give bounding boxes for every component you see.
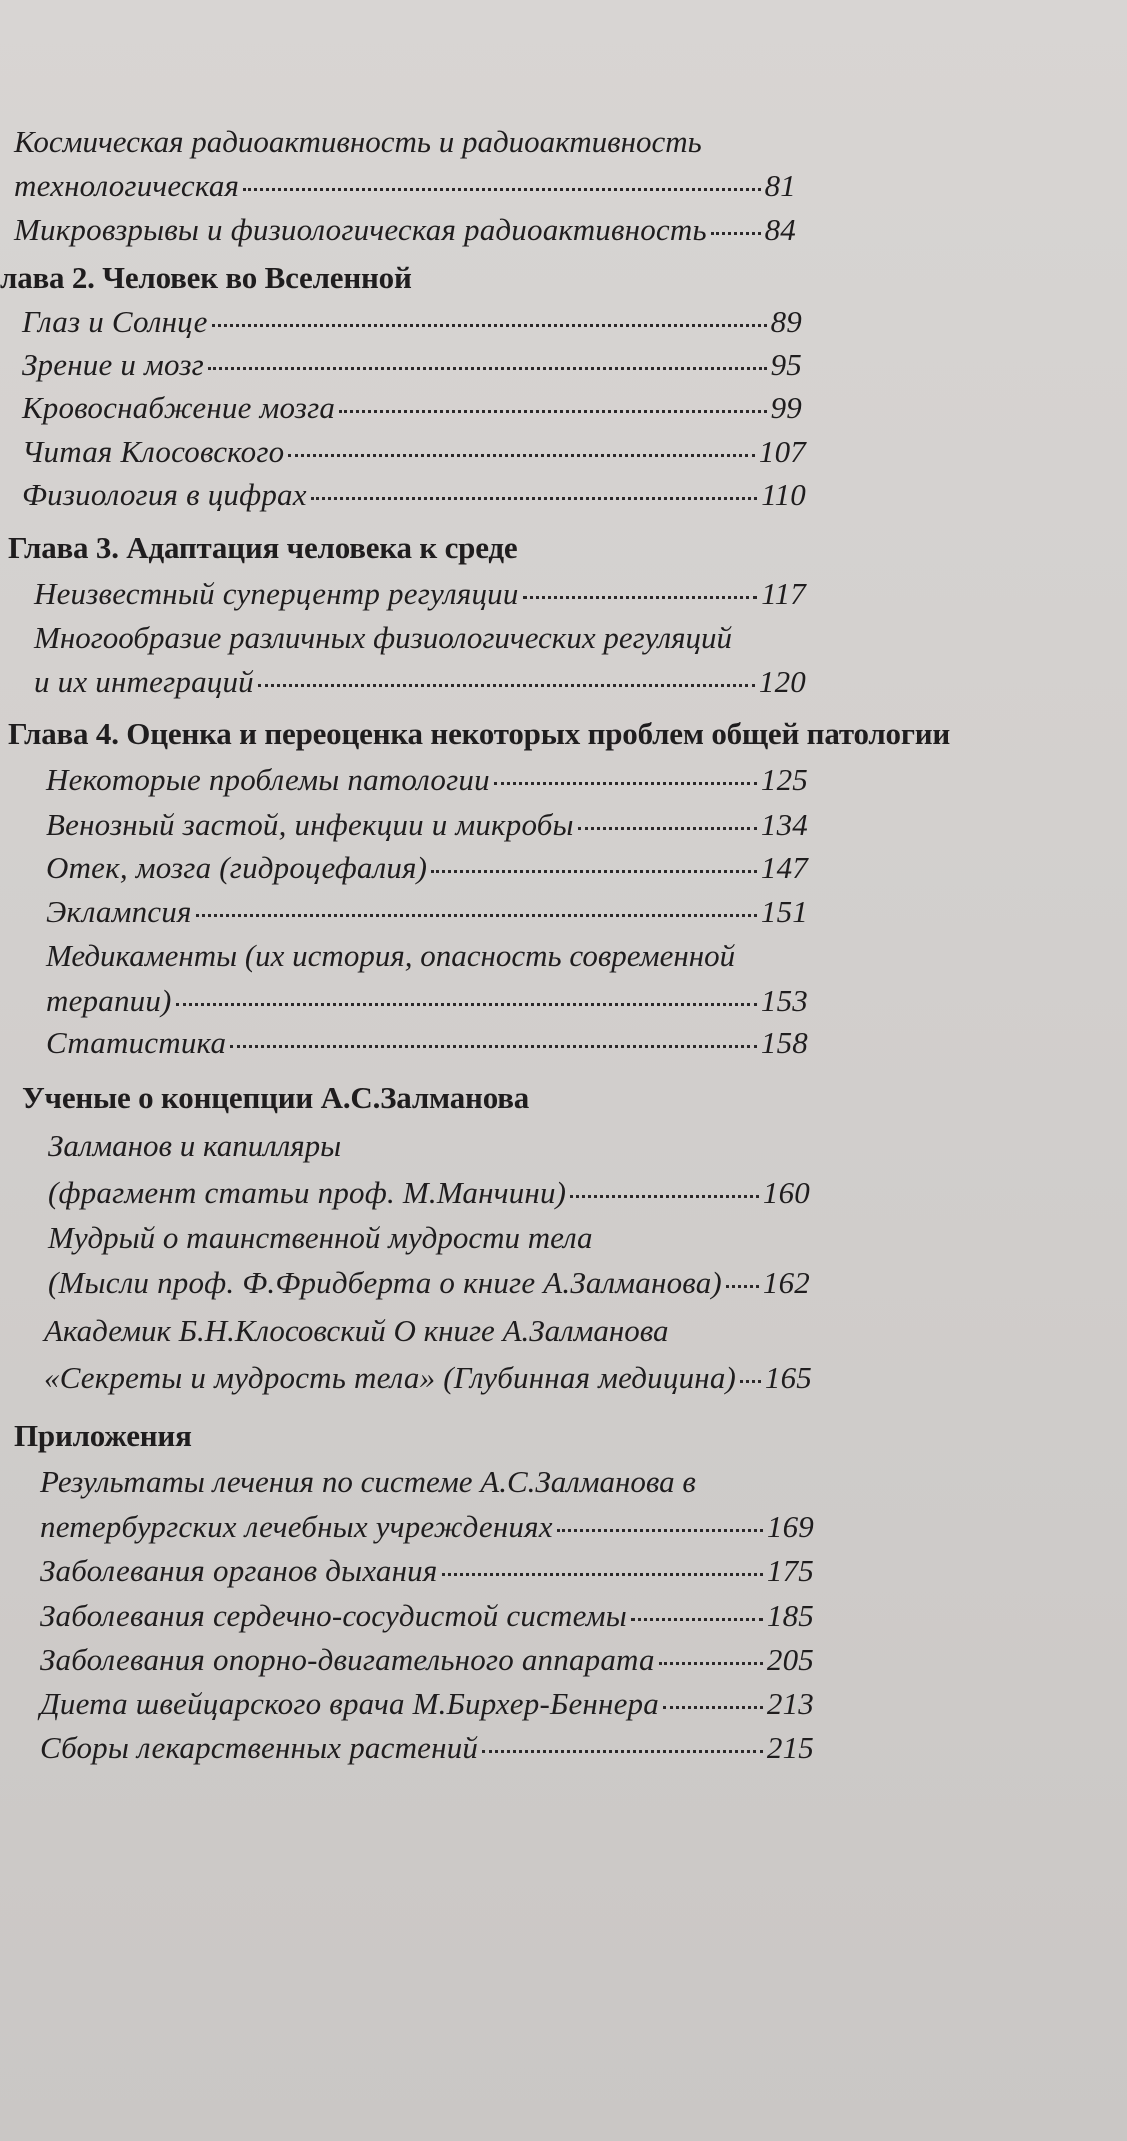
toc-page-number: 147: [760, 850, 808, 885]
toc-page-number: 107: [758, 434, 806, 469]
toc-entry: [40, 1688, 814, 1719]
toc-entry: [22, 436, 806, 467]
toc-entry: [46, 1027, 808, 1058]
leader-dots: [494, 782, 757, 785]
toc-entry: [22, 349, 802, 380]
section-heading: Приложения: [14, 1418, 192, 1453]
toc-entry: [44, 1362, 812, 1393]
toc-page-number: 160: [762, 1175, 810, 1210]
toc-entry: [46, 896, 808, 927]
toc-page-number: 99: [770, 390, 802, 425]
toc-page-number: 89: [770, 304, 802, 339]
toc-entry-title: и их интеграций: [34, 664, 254, 699]
toc-page-number: 185: [766, 1598, 814, 1633]
toc-page-number: 162: [762, 1265, 810, 1300]
leader-dots: [711, 232, 761, 235]
toc-page-number: 120: [758, 664, 806, 699]
leader-dots: [557, 1529, 763, 1532]
toc-entry-title: Медикаменты (их история, опасность современной: [46, 938, 736, 973]
leader-dots: [208, 367, 767, 370]
leader-dots: [258, 684, 755, 687]
toc-entry-title: Зрение и мозг: [22, 347, 204, 382]
toc-entry-title: Венозный застой, инфекции и микробы: [46, 807, 574, 842]
leader-dots: [726, 1285, 759, 1288]
toc-page-number: 125: [760, 762, 808, 797]
toc-entry-title: Заболевания опорно-двигательного аппарата: [40, 1642, 655, 1677]
leader-dots: [196, 914, 757, 917]
toc-entry-title: петербургских лечебных учреждениях: [40, 1509, 553, 1544]
leader-dots: [523, 596, 758, 599]
toc-entry-title: Заболевания сердечно-сосудистой системы: [40, 1598, 627, 1633]
toc-entry-title: «Секреты и мудрость тела» (Глубинная медицина): [44, 1360, 737, 1395]
toc-entry-title: (Мысли проф. Ф.Фридберта о книге А.Залманова): [48, 1265, 722, 1300]
toc-page-number: 134: [760, 807, 808, 842]
toc-entry-title: технологическая: [14, 168, 240, 203]
toc-entry-title: Эклампсия: [46, 894, 192, 929]
toc-entry: [40, 1644, 814, 1675]
toc-entry: [34, 666, 806, 697]
toc-page-number: 158: [760, 1025, 808, 1060]
leader-dots: [339, 410, 767, 413]
leader-dots: [663, 1706, 763, 1709]
toc-entry-title: Неизвестный суперцентр регуляции: [34, 576, 519, 611]
toc-entry: [40, 1600, 814, 1631]
toc-entry-title: Физиология в цифрах: [22, 477, 307, 512]
toc-entry: [34, 578, 806, 609]
leader-dots: [311, 497, 758, 500]
toc-entry-title: Микровзрывы и физиологическая радиоактивность: [14, 212, 707, 247]
leader-dots: [740, 1380, 761, 1383]
toc-page-number: 117: [761, 576, 806, 611]
toc-entry: [46, 764, 808, 795]
toc-page-number: 110: [761, 477, 806, 512]
toc-entry-title: Результаты лечения по системе А.С.Залманова в: [40, 1464, 696, 1499]
toc-page-number: 175: [766, 1553, 814, 1588]
toc-entry: [40, 1555, 814, 1586]
chapter-heading: лава 2. Человек во Вселенной: [0, 260, 412, 295]
toc-entry: [46, 852, 808, 883]
leader-dots: [288, 454, 755, 457]
leader-dots: [578, 827, 757, 830]
toc-entry-title: Многообразие различных физиологических регуляций: [34, 620, 733, 655]
leader-dots: [631, 1618, 763, 1621]
toc-entry-title: Космическая радиоактивность и радиоактивность: [14, 124, 702, 159]
section-heading: Ученые о концепции А.С.Залманова: [22, 1080, 530, 1115]
toc-entry: [48, 1267, 810, 1298]
toc-entry: [22, 392, 802, 423]
toc-entry: [46, 985, 808, 1016]
toc-entry-title: Глаз и Солнце: [22, 304, 208, 339]
leader-dots: [243, 188, 760, 191]
toc-entry: [22, 479, 806, 510]
leader-dots: [176, 1003, 757, 1006]
toc-entry: [14, 214, 796, 245]
toc-page-number: 151: [760, 894, 808, 929]
toc-entry: [40, 1732, 814, 1763]
toc-entry-title: Отек, мозга (гидроцефалия): [46, 850, 428, 885]
toc-entry-title: терапии): [46, 983, 172, 1018]
toc-page-number: 95: [770, 347, 802, 382]
toc-page-number: 153: [760, 983, 808, 1018]
toc-entry: [40, 1511, 814, 1542]
toc-entry-title: Заболевания органов дыхания: [40, 1553, 438, 1588]
leader-dots: [570, 1195, 759, 1198]
toc-entry-title: Сборы лекарственных растений: [40, 1730, 479, 1765]
toc-entry-title: Некоторые проблемы патологии: [46, 762, 490, 797]
leader-dots: [442, 1573, 763, 1576]
leader-dots: [659, 1662, 763, 1665]
leader-dots: [431, 870, 757, 873]
toc-entry-title: Кровоснабжение мозга: [22, 390, 336, 425]
toc-entry-title: Залманов и капилляры: [48, 1128, 342, 1163]
leader-dots: [482, 1750, 763, 1753]
toc-page-number: 215: [766, 1730, 814, 1765]
toc-entry: [46, 809, 808, 840]
toc-entry-title: (фрагмент статьи проф. М.Манчини): [48, 1175, 567, 1210]
toc-entry: [48, 1177, 810, 1208]
chapter-heading: Глава 3. Адаптация человека к среде: [8, 530, 518, 565]
chapter-heading: Глава 4. Оценка и переоценка некоторых проблем общей патологии: [8, 716, 951, 751]
leader-dots: [212, 324, 767, 327]
toc-page-number: 84: [764, 212, 796, 247]
toc-entry-title: Академик Б.Н.Клосовский О книге А.Залманова: [44, 1313, 669, 1348]
toc-page-number: 165: [764, 1360, 812, 1395]
leader-dots: [230, 1045, 757, 1048]
toc-entry-title: Статистика: [46, 1025, 227, 1060]
toc-page-number: 213: [766, 1686, 814, 1721]
toc-page-number: 205: [766, 1642, 814, 1677]
toc-entry-title: Мудрый о таинственной мудрости тела: [48, 1220, 593, 1255]
toc-entry-title: Читая Клосовского: [22, 434, 285, 469]
toc-entry: [14, 170, 796, 201]
toc-page-number: 81: [764, 168, 796, 203]
toc-entry: [22, 306, 802, 337]
toc-page-number: 169: [766, 1509, 814, 1544]
toc-entry-title: Диета швейцарского врача М.Бирхер-Беннера: [40, 1686, 659, 1721]
